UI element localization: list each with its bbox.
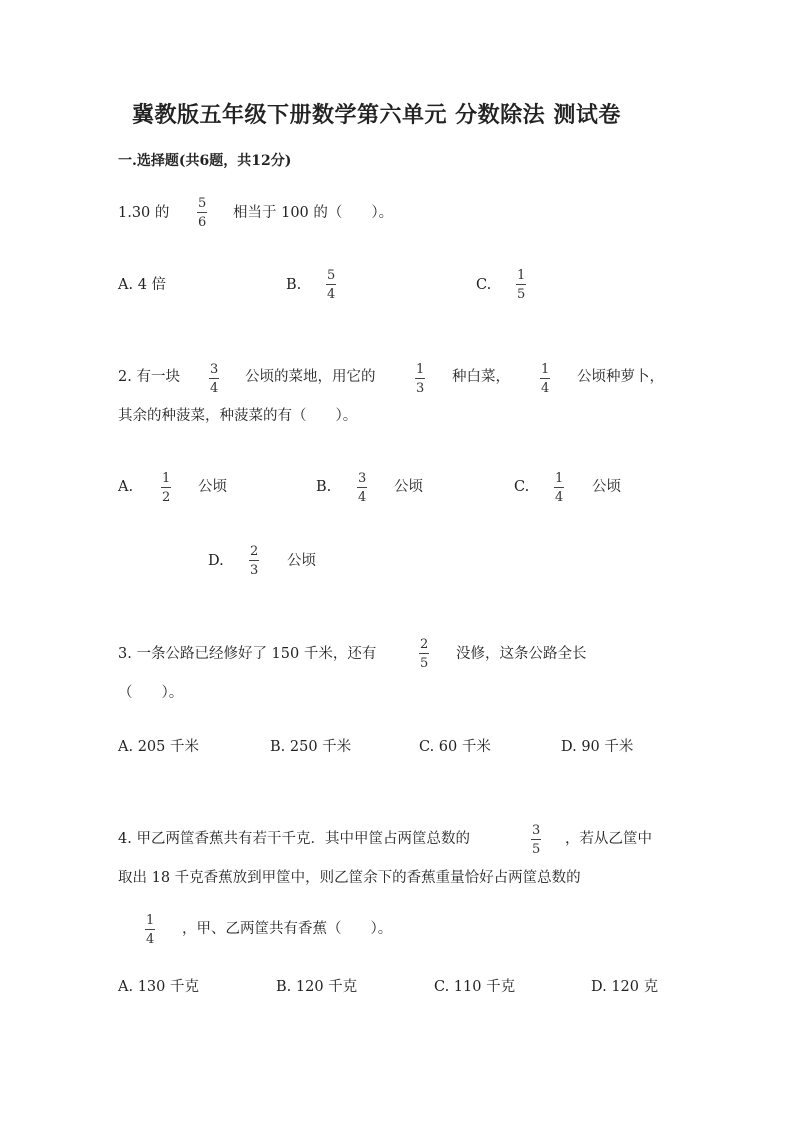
fraction-bar bbox=[161, 487, 171, 488]
fraction-numerator: 3 bbox=[358, 471, 367, 486]
question-2-option-d-label[interactable]: D. bbox=[208, 553, 224, 569]
fraction-numerator: 3 bbox=[210, 362, 219, 377]
fraction-bar bbox=[357, 487, 367, 488]
fraction-numerator: 5 bbox=[327, 268, 336, 283]
fraction-numerator: 1 bbox=[162, 471, 171, 486]
fraction-denominator: 5 bbox=[532, 842, 541, 857]
fraction-numerator: 2 bbox=[420, 637, 429, 652]
fraction-denominator: 4 bbox=[358, 490, 367, 505]
fraction-denominator: 2 bbox=[162, 490, 171, 505]
question-1-stem-end: 相当于 100 的（ ）。 bbox=[233, 205, 394, 221]
question-2-fraction-2 bbox=[414, 363, 426, 395]
question-3-option-c[interactable]: C. 60 千米 bbox=[419, 739, 491, 755]
fraction-bar bbox=[249, 560, 259, 561]
fraction-denominator: 5 bbox=[517, 287, 526, 302]
fraction-bar bbox=[326, 284, 336, 285]
fraction-bar bbox=[554, 487, 564, 488]
question-1-fraction bbox=[196, 197, 208, 229]
question-2-option-c-fraction bbox=[553, 472, 565, 504]
question-4-option-a[interactable]: A. 130 千克 bbox=[118, 979, 199, 995]
fraction-denominator: 4 bbox=[555, 490, 564, 505]
question-4-fraction-1 bbox=[530, 824, 542, 856]
question-2-text-2: 公顷的菜地，用它的 bbox=[245, 369, 376, 385]
fraction-denominator: 3 bbox=[250, 563, 259, 578]
question-2-text-3: 种白菜， bbox=[452, 369, 510, 385]
question-4-fraction-2 bbox=[144, 914, 156, 946]
fraction-denominator: 4 bbox=[327, 287, 336, 302]
fraction-denominator: 5 bbox=[420, 656, 429, 671]
question-3-option-a[interactable]: A. 205 千米 bbox=[118, 739, 199, 755]
question-2-option-b-unit: 公顷 bbox=[394, 479, 423, 495]
question-4-option-b[interactable]: B. 120 千克 bbox=[276, 979, 358, 995]
fraction-denominator: 6 bbox=[198, 215, 207, 230]
question-1-stem-start: 1.30 的 bbox=[118, 205, 170, 221]
question-2-option-c-unit: 公顷 bbox=[592, 479, 621, 495]
question-1-option-b-label[interactable]: B. bbox=[286, 277, 302, 293]
question-2-option-a-fraction bbox=[160, 472, 172, 504]
fraction-numerator: 1 bbox=[555, 471, 564, 486]
question-3-fraction bbox=[418, 638, 430, 670]
question-3-text-1: 3. 一条公路已经修好了 150 千米，还有 bbox=[118, 646, 377, 662]
question-2-option-c-label[interactable]: C. bbox=[514, 479, 530, 495]
fraction-denominator: 3 bbox=[416, 381, 425, 396]
question-3-text-2: 没修，这条公路全长 bbox=[456, 646, 587, 662]
question-4-line-2: 取出 18 千克香蕉放到甲筐中，则乙筐余下的香蕉重量恰好占两筐总数的 bbox=[118, 870, 581, 886]
fraction-numerator: 1 bbox=[517, 268, 526, 283]
question-1-option-c-label[interactable]: C. bbox=[476, 277, 492, 293]
fraction-bar bbox=[209, 378, 219, 379]
question-4-text-1: 4. 甲乙两筐香蕉共有若干千克．其中甲筐占两筐总数的 bbox=[118, 831, 470, 847]
question-3-option-d[interactable]: D. 90 千米 bbox=[561, 739, 634, 755]
fraction-bar bbox=[145, 929, 155, 930]
question-2-fraction-1 bbox=[208, 363, 220, 395]
question-3-option-b[interactable]: B. 250 千米 bbox=[270, 739, 352, 755]
question-2-option-d-fraction bbox=[248, 545, 260, 577]
question-2-option-b-fraction bbox=[356, 472, 368, 504]
question-2-fraction-3 bbox=[539, 363, 551, 395]
question-2-option-a-unit: 公顷 bbox=[198, 479, 227, 495]
question-4-text-3: ，甲、乙两筐共有香蕉（ ）。 bbox=[182, 921, 393, 937]
fraction-numerator: 2 bbox=[250, 544, 259, 559]
fraction-bar bbox=[197, 212, 207, 213]
fraction-numerator: 3 bbox=[532, 823, 541, 838]
question-2-line-2: 其余的种菠菜，种菠菜的有（ ）。 bbox=[118, 408, 358, 424]
question-2-text-4: 公顷种萝卜， bbox=[577, 369, 664, 385]
question-2-option-b-label[interactable]: B. bbox=[316, 479, 332, 495]
fraction-denominator: 4 bbox=[210, 381, 219, 396]
fraction-bar bbox=[540, 378, 550, 379]
question-2-option-d-unit: 公顷 bbox=[287, 553, 316, 569]
fraction-numerator: 1 bbox=[416, 362, 425, 377]
fraction-numerator: 1 bbox=[146, 913, 155, 928]
section-heading: 一.选择题(共6题，共12分) bbox=[118, 153, 292, 169]
question-4-option-c[interactable]: C. 110 千克 bbox=[434, 979, 516, 995]
question-1-option-b-fraction bbox=[325, 269, 337, 301]
fraction-bar bbox=[516, 284, 526, 285]
fraction-numerator: 5 bbox=[198, 196, 207, 211]
question-4-text-2: ，若从乙筐中 bbox=[565, 831, 652, 847]
question-2-option-a-label[interactable]: A. bbox=[118, 479, 134, 495]
question-1-option-a[interactable]: A. 4 倍 bbox=[118, 277, 167, 293]
fraction-bar bbox=[415, 378, 425, 379]
fraction-denominator: 4 bbox=[146, 932, 155, 947]
fraction-bar bbox=[531, 839, 541, 840]
question-3-line-2: （ ）。 bbox=[118, 685, 184, 701]
fraction-bar bbox=[419, 653, 429, 654]
question-1-option-c-fraction bbox=[515, 269, 527, 301]
page-title: 冀教版五年级下册数学第六单元 分数除法 测试卷 bbox=[132, 102, 621, 128]
fraction-denominator: 4 bbox=[541, 381, 550, 396]
question-2-text-1: 2. 有一块 bbox=[118, 369, 180, 385]
question-4-option-d[interactable]: D. 120 克 bbox=[591, 979, 659, 995]
fraction-numerator: 1 bbox=[541, 362, 550, 377]
